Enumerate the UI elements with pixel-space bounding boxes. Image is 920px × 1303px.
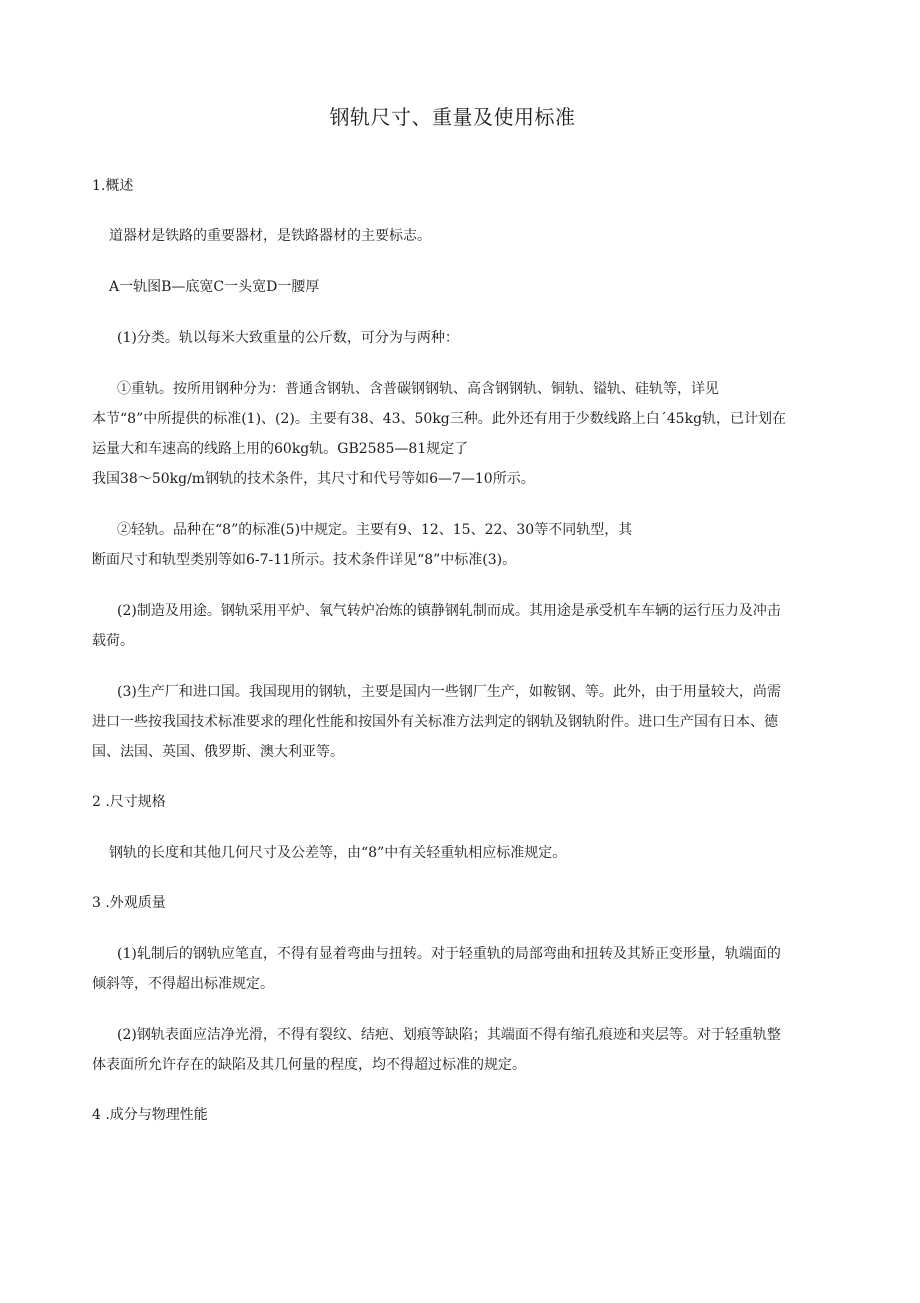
producers-line-2: 进口一些按我国技术标准要求的理化性能和按国外有关标准方法判定的钢轨及钢轨附件。进口生产国有日本、德 <box>92 714 778 730</box>
light-rail-line-1: ②轻轨。品种在“8”的标准(5)中规定。主要有9、12、15、22、30等不同轨型，其 <box>117 522 633 538</box>
producers-line-1: (3)生产厂和进口国。我国现用的钢轨，主要是国内一些钢厂生产，如鞍钢、等。此外，由于用量较大，尚需 <box>117 684 781 700</box>
manufacture-line-1: (2)制造及用途。钢轨采用平炉、氧气转炉冶炼的镇静钢轧制而成。其用途是承受机车车辆的运行压力及冲击 <box>117 603 781 619</box>
section-4-heading: 4 .成分与物理性能 <box>92 1107 208 1123</box>
section-1-intro: 道器材是铁路的重要器材，是铁路器材的主要标志。 <box>109 228 431 244</box>
surface-line-1: (2)钢轨表面应洁净光滑，不得有裂纹、结疤、划痕等缺陷；其端面不得有缩孔痕迹和夹层等。对于轻重轨整 <box>117 1027 781 1043</box>
producers-line-3: 国、法国、英国、俄罗斯、澳大利亚等。 <box>92 744 344 760</box>
appearance-line-1: (1)轧制后的钢轨应笔直，不得有显着弯曲与扭转。对于轻重轨的局部弯曲和扭转及其矫正变形量，轨端面的 <box>117 946 781 962</box>
manufacture-line-2: 载荷。 <box>92 633 134 649</box>
heavy-rail-line-2: 本节“8”中所提供的标准(1)、(2)。主要有38、43、50kg三种。此外还有用于少数线路上白´45kg轨，已计划在 <box>92 411 787 427</box>
heavy-rail-line-3: 运量大和车速高的线路上用的60kg轨。GB2585—81规定了 <box>92 441 469 457</box>
heavy-rail-line-4: 我国38～50kg/m钢轨的技术条件，其尺寸和代号等如6—7—10所示。 <box>92 471 535 487</box>
section-1-heading: 1.概述 <box>92 178 134 194</box>
appearance-line-2: 倾斜等，不得超出标准规定。 <box>92 976 274 992</box>
document-title: 钢轨尺寸、重量及使用标准 <box>329 105 576 129</box>
classification-paragraph: (1)分类。轨以每米大致重量的公斤数，可分为与两种： <box>117 330 459 346</box>
section-2-heading: 2 .尺寸规格 <box>92 794 166 810</box>
light-rail-line-2: 断面尺寸和轨型类别等如6-7-11所示。技术条件详见“8”中标准(3)。 <box>92 552 517 568</box>
heavy-rail-line-1: ①重轨。按所用钢种分为：普通含钢轨、含普碳钢钢轨、高含钢钢轨、铜轨、镒轨、硅轨等，详见 <box>117 381 719 397</box>
section-2-paragraph: 钢轨的长度和其他几何尺寸及公差等，由“8”中有关轻重轨相应标准规定。 <box>109 845 567 861</box>
surface-line-2: 体表面所允许存在的缺陷及其几何量的程度，均不得超过标准的规定。 <box>92 1057 526 1073</box>
figure-caption: A一轨图B—底宽C一头宽D一腰厚 <box>109 279 320 295</box>
section-3-heading: 3 .外观质量 <box>92 895 166 911</box>
